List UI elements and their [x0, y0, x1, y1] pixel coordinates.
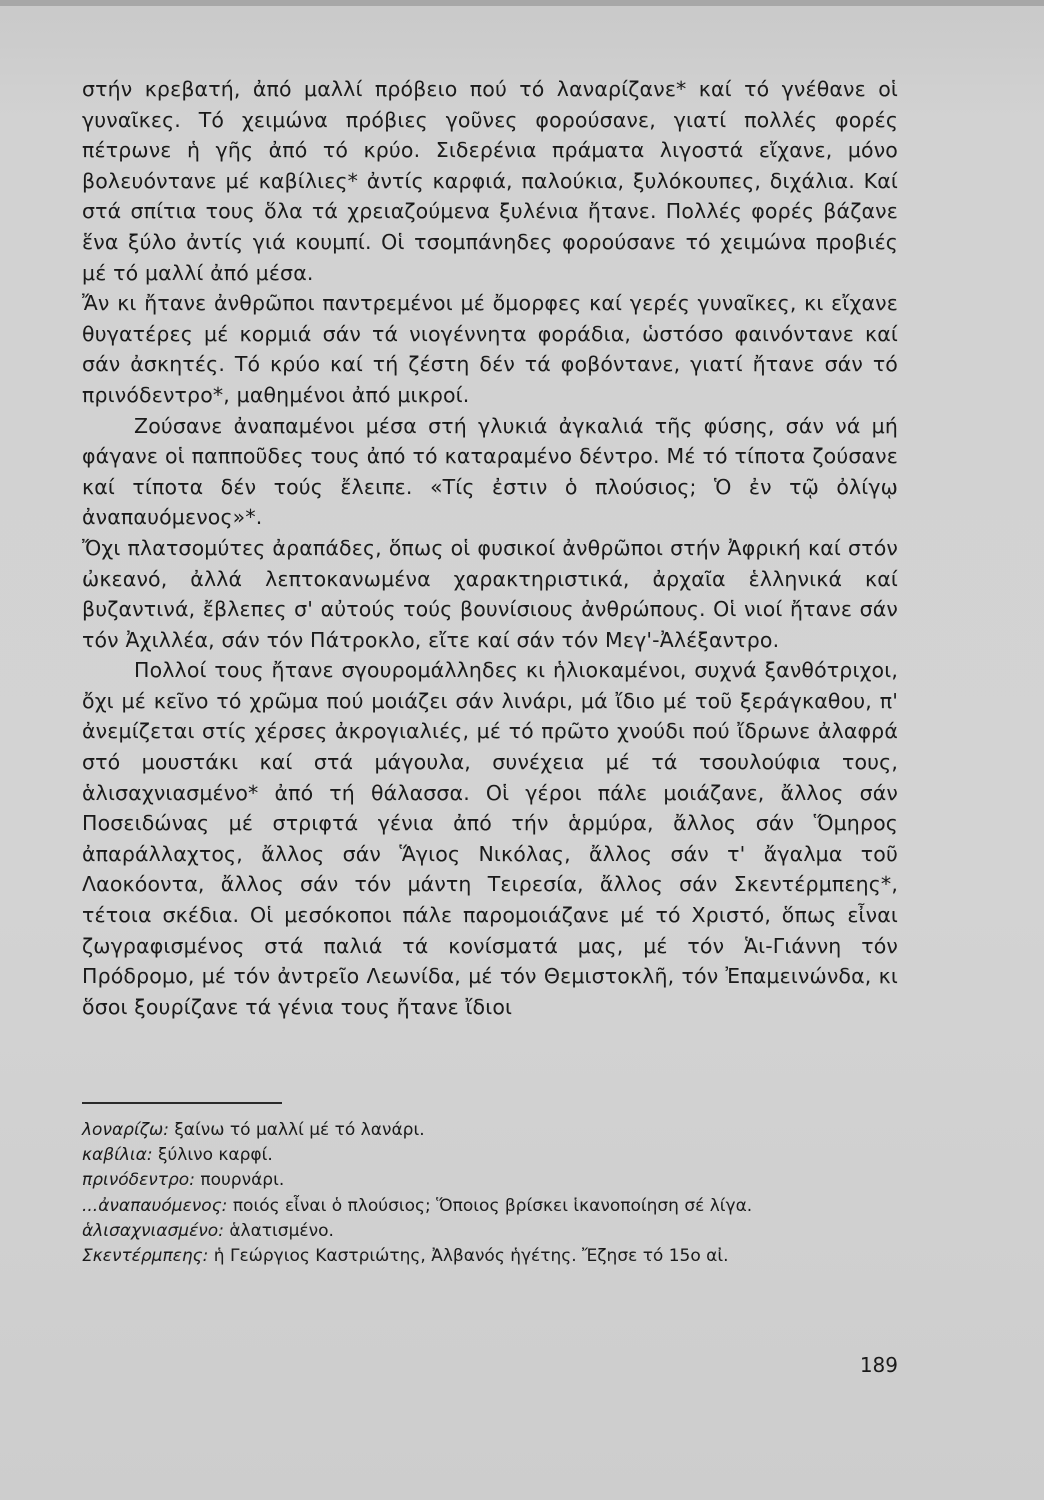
main-text	[82, 74, 898, 1022]
footnote-term: πρινόδεντρο:	[82, 1170, 195, 1191]
footnote-definition: ξύλινο καρφί.	[157, 1145, 273, 1166]
footnote-term: ...ἀναπαυόμενος:	[82, 1195, 228, 1216]
footnote-definition: ἡ Γεώργιος Καστριώτης, Ἀλβανός ἡγέτης. Ἔζησε τό 15ο αἰ.	[213, 1246, 729, 1267]
footnote-item	[82, 1244, 898, 1269]
footnote-term: Σκεντέρμπεης:	[82, 1246, 209, 1267]
footnote-item	[82, 1118, 898, 1143]
footnote-definition: ποιός εἶναι ὁ πλούσιος; Ὅποιος βρίσκει ἱκανοποίηση σέ λίγα.	[232, 1195, 753, 1216]
footnote-item	[82, 1143, 898, 1168]
paragraph-3: Ζούσανε ἀναπαμένοι μέσα στή γλυκιά ἀγκαλιά τῆς φύσης, σάν νά μή φάγανε οἱ παπποῦδες τους ἀπό τό καταραμένο δέντρο. Μέ τό τίποτα ζούσανε καί τίποτα δέν τούς ἔλειπε. «Τίς ἐστιν ὁ πλούσιος; Ὁ ἐν τῷ ὀλίγῳ ἀναπαυόμενος»*.	[82, 413, 898, 530]
page-number: 189	[859, 1353, 898, 1377]
footnote-item	[82, 1168, 898, 1193]
paragraph-4: Ὄχι πλατσομύτες ἀραπάδες, ὅπως οἱ φυσικοί ἀνθρῶποι στήν Ἀφρική καί στόν ὠκεανό, ἀλλά λεπτοκανωμένα χαρακτηριστικά, ἀρχαῖα ἑλληνικά καί βυζαντινά, ἔβλεπες σ' αὐτούς τούς βουνίσιους ἀνθρώπους. Οἱ νιοί ἤτανε σάν τόν Ἀχιλλέα, σάν τόν Πάτροκλο, εἴτε καί σάν τόν Μεγ'-Ἀλέξαντρο.	[82, 535, 898, 652]
footnote-term: καβίλια:	[82, 1145, 153, 1166]
footnote-term: λοναρίζω:	[82, 1120, 169, 1140]
footnote-definition: ἁλατισμένο.	[229, 1220, 334, 1241]
footnote-definition: ξαίνω τό μαλλί μέ τό λανάρι.	[174, 1120, 425, 1140]
footnote-item	[82, 1194, 898, 1219]
paragraph-1: στήν κρεβατή, ἀπό μαλλί πρόβειο πού τό λαναρίζανε* καί τό γνέθανε οἱ γυναῖκες. Τό χειμώνα πρόβιες γοῦνες φορούσανε, γιατί πολλές φορές πέτρωνε ἡ γῆς ἀπό τό κρύο. Σιδερένια πράματα λιγοστά εἴχανε, μόνο βολευόντανε μέ καβίλιες* ἀντίς καρφιά, παλούκια, ξυλόκουπες, διχάλια. Καί στά σπίτια τους ὅλα τά χρειαζούμενα ξυλένια ἤτανε. Πολλές φορές βάζανε ἕνα ξύλο ἀντίς γιά κουμπί. Οἱ τσομπάνηδες φορούσανε τό χειμώνα προβιές μέ τό μαλλί ἀπό μέσα.	[82, 77, 898, 285]
paragraph-2: Ἄν κι ἤτανε ἀνθρῶποι παντρεμένοι μέ ὄμορφες καί γερές γυναῖκες, κι εἴχανε θυγατέρες μέ κορμιά σάν τά νιογέννητα φοράδια, ὡστόσο φαινόντανε καί σάν ἀσκητές. Τό κρύο καί τή ζέστη δέν τά φοβόντανε, γιατί ἤτανε σάν τό πρινόδεντρο*, μαθημένοι ἀπό μικροί.	[82, 291, 898, 407]
footnote-definition: πουρνάρι.	[200, 1170, 285, 1191]
footnote-divider	[82, 1102, 282, 1104]
paragraph-5: Πολλοί τους ἤτανε σγουρομάλληδες κι ἡλιοκαμένοι, συχνά ξανθότριχοι, ὄχι μέ κεῖνο τό χρῶμα πού μοιάζει σάν λινάρι, μά ἴδιο μέ τοῦ ξεράγκαθου, π' ἀνεμίζεται στίς χέρσες ἀκρογιαλιές, μέ τό πρῶτο χνούδι πού ἴδρωνε ἀλαφρά στό μουστάκι καί στά μάγουλα, συνέχεια μέ τά τσουλούφια τους, ἁλισαχνιασμένο* ἀπό τή θάλασσα. Οἱ γέροι πάλε μοιάζανε, ἄλλος σάν Ποσειδώνας μέ στριφτά γένια ἀπό τήν ἁρμύρα, ἄλλος σάν Ὅμηρος ἀπαράλλαχτος, ἄλλος σάν Ἅγιος Νικόλας, ἄλλος σάν τ' ἄγαλμα τοῦ Λαοκόοντα, ἄλλος σάν τόν μάντη Τειρεσία, ἄλλος σάν Σκεντέρμπεης*, τέτοια σκέδια. Οἱ μεσόκοποι πάλε παρομοιάζανε μέ τό Χριστό, ὅπως εἶναι ζωγραφισμένος στά παλιά τά κονίσματά μας, μέ τόν Ἁι-Γιάννη τόν Πρόδρομο, μέ τόν ἀντρεῖο Λεωνίδα, μέ τόν Θεμιστοκλῆ, τόν Ἐπαμεινώνδα, κι ὅσοι ξουρίζανε τά γένια τους ἤτανε ἴδιοι	[82, 658, 898, 1019]
footnotes	[82, 1118, 898, 1269]
page-top-edge	[0, 0, 1044, 6]
footnote-term: ἁλισαχνιασμένο:	[82, 1220, 224, 1241]
footnote-item	[82, 1219, 898, 1244]
